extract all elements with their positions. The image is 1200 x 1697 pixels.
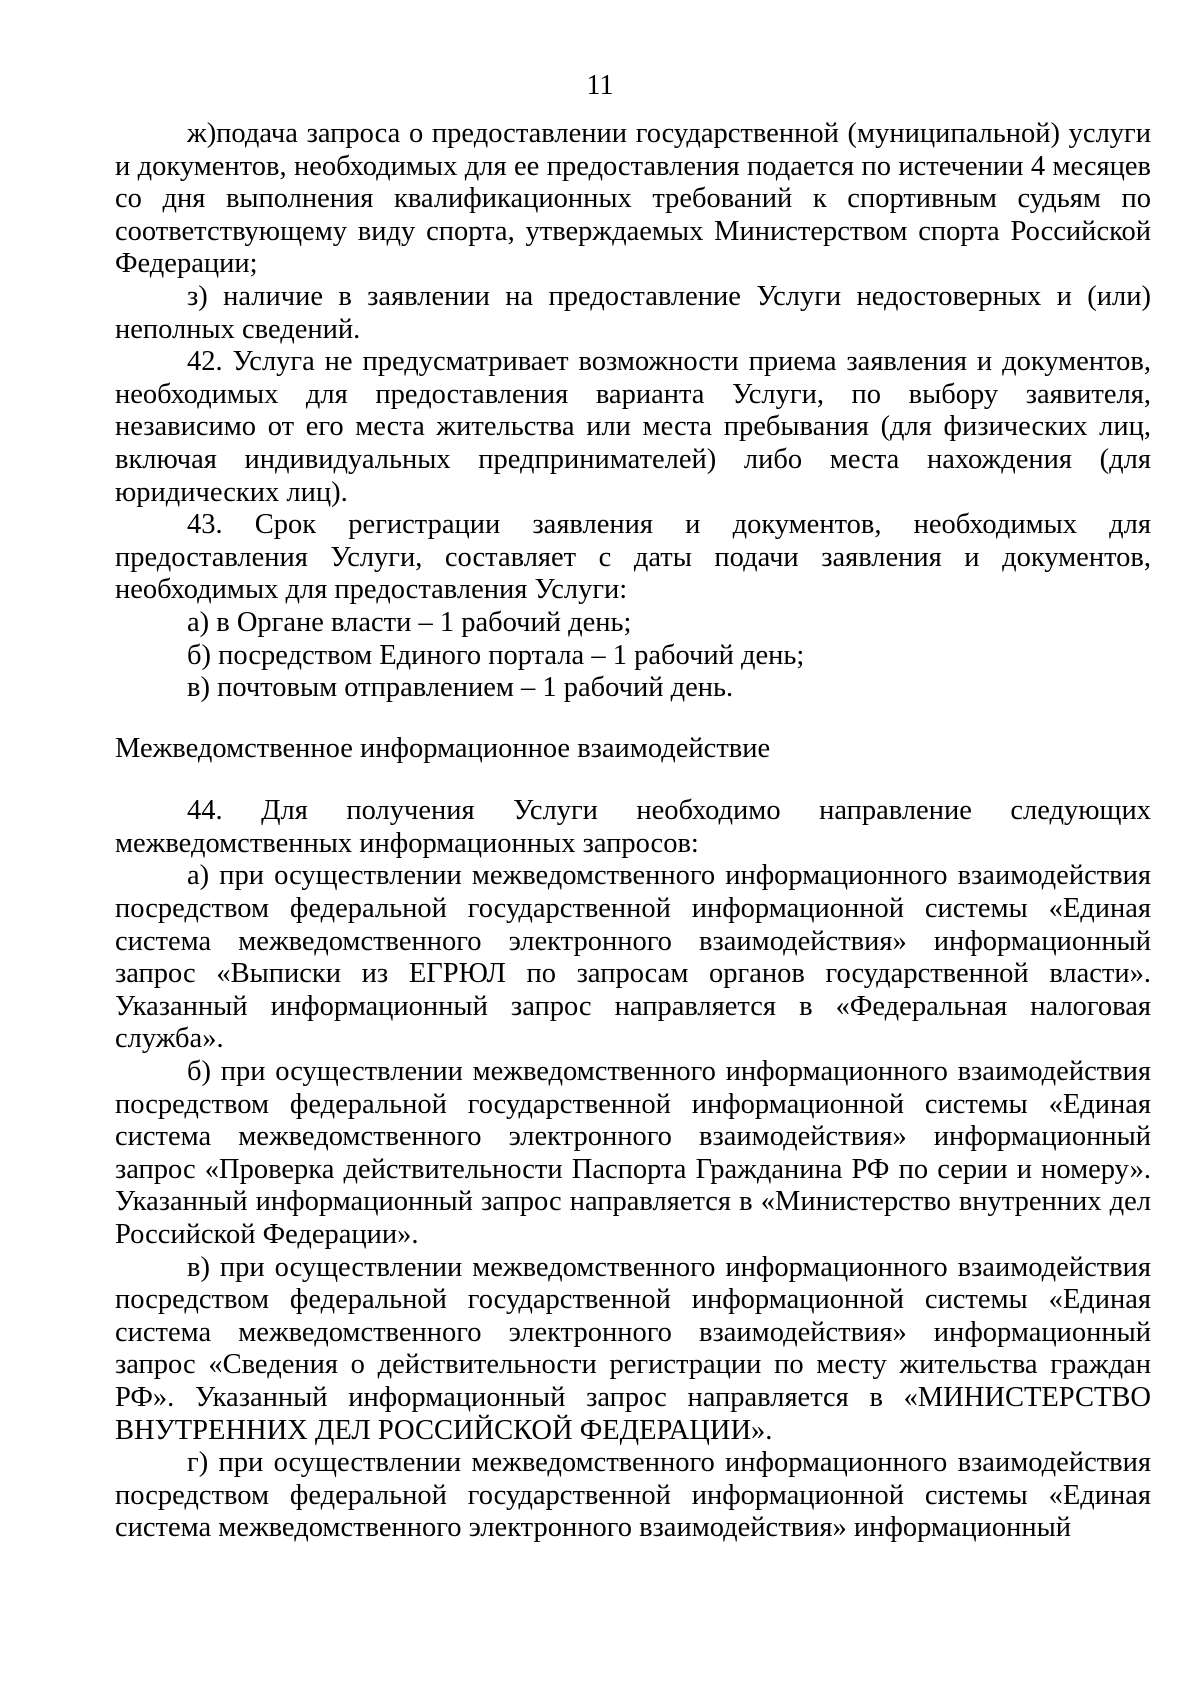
paragraph-43-item-b: б) посредством Единого портала – 1 рабочий день;	[187, 639, 805, 671]
paragraph-44-item-b: б) при осуществлении межведомственного информационного взаимодействия посредством федеральной государственной информационной системы «Единая система межведомственного электронного взаимодействия» информационный запрос «Проверка действительности Паспорта Гражданина РФ по серии и номеру». Указанный информационный запрос направляется в «Министерство внутренних дел Российской Федерации».	[115, 1056, 1151, 1250]
paragraph-43-item-a: а) в Органе власти – 1 рабочий день;	[187, 606, 632, 638]
section-heading: Межведомственное информационное взаимодействие	[115, 732, 771, 764]
paragraph-item-z: з) наличие в заявлении на предоставление Услуги недостоверных и (или) неполных сведений.	[115, 280, 1151, 345]
document-body	[115, 118, 1151, 1545]
paragraph-44: 44. Для получения Услуги необходимо направление следующих межведомственных информационных запросов:	[115, 795, 1151, 859]
paragraph-42: 42. Услуга не предусматривает возможности приема заявления и документов, необходимых для предоставления варианта Услуги, по выбору заявителя, независимо от его места жительства или места пребывания (для физических лиц, включая индивидуальных предпринимателей) либо места нахождения (для юридических лиц).	[115, 346, 1151, 508]
paragraph-44-item-v: в) при осуществлении межведомственного информационного взаимодействия посредством федеральной государственной информационной системы «Единая система межведомственного электронного взаимодействия» информационный запрос «Сведения о действительности регистрации по месту жительства граждан РФ». Указанный информационный запрос направляется в «МИНИСТЕРСТВО ВНУТРЕННИХ ДЕЛ РОССИЙСКОЙ ФЕДЕРАЦИИ».	[115, 1251, 1151, 1446]
paragraph-44-item-g: г) при осуществлении межведомственного информационного взаимодействия посредством федеральной государственной информационной системы «Единая система межведомственного электронного взаимодействия» информационный	[115, 1447, 1151, 1544]
paragraph-item-zh: ж)подача запроса о предоставлении государственной (муниципальной) услуги и документов, необходимых для ее предоставления подается по истечении 4 месяцев со дня выполнения квалификационных требований к спортивным судьям по соответствующему виду спорта, утверждаемых Министерством спорта Российской Федерации;	[115, 118, 1151, 280]
paragraph-43: 43. Срок регистрации заявления и документов, необходимых для предоставления Услуги, составляет с даты подачи заявления и документов, необходимых для предоставления Услуги:	[115, 509, 1151, 606]
paragraph-44-item-a: а) при осуществлении межведомственного информационного взаимодействия посредством федеральной государственной информационной системы «Единая система межведомственного электронного взаимодействия» информационный запрос «Выписки из ЕГРЮЛ по запросам органов государственной власти». Указанный информационный запрос направляется в «Федеральная налоговая служба».	[115, 860, 1151, 1055]
page-number: 11	[586, 70, 614, 101]
paragraph-43-item-v: в) почтовым отправлением – 1 рабочий день.	[187, 672, 734, 704]
